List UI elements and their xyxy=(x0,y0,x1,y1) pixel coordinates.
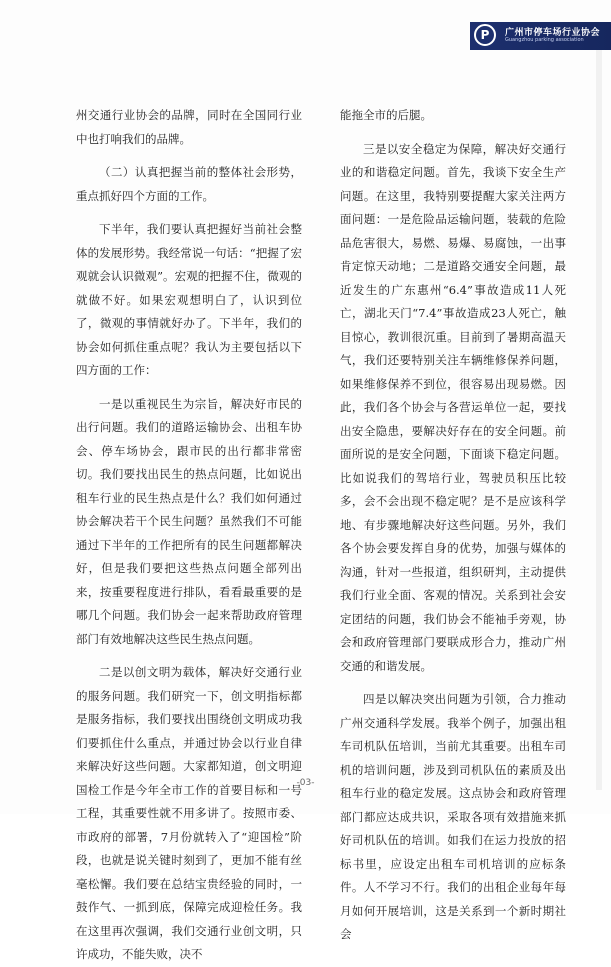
association-logo-icon xyxy=(472,22,498,48)
paragraph: 能拖全市的后腿。 xyxy=(340,108,432,122)
paragraph: 三是以安全稳定为保障，解决好交通行业的和谐稳定问题。首先，我谈下安全生产问题。在这里，我特别要提醒大家关注两方面问题：一是危险品运输问题，装载的危险品危害很大，易燃、易爆、易腐蚀，一出事肯定惊天动地；二是道路交通安全问题，最近发生的广东惠州“6.4”事故造成11人死亡，湖北天门“7.4”事故造成23人死亡，触目惊心，教训很沉重。目前到了暑期高温天气，我们还要特别关注车辆维修保养问题，如果维修保养不到位，很容易出现易燃。因此，我们各个协会与各营运单位一起，要找出安全隐患，要解决好存在的安全问题。前面所说的是安全问题，下面谈下稳定问题。比如说我们的驾培行业，驾驶员积压比较多，会不会出现不稳定呢？是不是应该科学地、有步骤地解决好这些问题。另外，我们各个协会要发挥自身的优势，加强与媒体的沟通，针对一些报道，组织研判，主动提供我们行业全面、客观的情况。关系到社会安定团结的问题，我们协会不能袖手旁观，协会和政府管理部门要联成形合力，推动广州交通的和谐发展。 xyxy=(340,141,566,673)
paragraph: 四是以解决突出问题为引领，合力推动广州交通科学发展。我举个例子，加强出租车司机队伍培训，当前尤其重要。出租车司机的培训问题，涉及到司机队伍的素质及出租车行业的稳定发展。这点协会和政府管理部门都应达成共识，采取各项有效措施来抓好司机队伍的培训。如我们在运力投放的招标书里，应设定出租车司机培训的应标条件。人不学习不行。我们的出租企业每年每月如何开展培训，这是关系到一个新时期社会 xyxy=(340,692,566,941)
association-title: 广州市停车场行业协会 xyxy=(505,28,601,38)
left-text-column xyxy=(76,104,302,967)
paragraph: 一是以重视民生为宗旨，解决好市民的出行问题。我们的道路运输协会、出租车协会、停车场协会，跟市民的出行都非常密切。我们要找出民生的热点问题，比如说出租车行业的民生热点是什么？我们如何通过协会解决若干个民生问题？虽然我们不可能通过下半年的工作把所有的民生问题都解决好，但是我们要把这些热点问题全部列出来，按重要程度进行排队，看看最重要的是哪几个问题。我们协会一起来帮助政府管理部门有效地解决这些民生热点问题。 xyxy=(76,396,302,646)
page-number: -03- xyxy=(296,778,315,788)
right-text-column xyxy=(340,104,566,947)
paragraph: 下半年，我们要认真把握好当前社会整体的发展形势。我经常说一句话：“把握了宏观就会认识微观”。宏观的把握不住，微观的就做不好。如果宏观想明白了，认识到位了，微观的事情就好办了。下半年，我们的协会如何抓住重点呢？我认为主要包括以下四方面的工作： xyxy=(76,222,302,377)
association-subtitle: Guangzhou parking association xyxy=(505,37,584,43)
page-edge-rule xyxy=(596,50,602,790)
paragraph: 二是以创文明为载体，解决好交通行业的服务问题。我们研究一下，创文明指标都是服务指标，我们要找出围绕创文明成功我们要抓住什么重点，并通过协会以行业自律来解决好这些问题。大家都知道，创文明迎国检工作是今年全市工作的首要目标和一号工程，其重要性就不用多讲了。按照市委、市政府的部署，7月份就转入了“迎国检”阶段，也就是说关键时刻到了，更加不能有丝毫松懈。我们要在总结宝贵经验的同时，一鼓作气、一抓到底，保障完成迎检任务。我在这里再次强调，我们交通行业创文明，只许成功，不能失败，决不 xyxy=(76,665,302,961)
logo-letter: P xyxy=(476,26,494,44)
paragraph: 州交通行业协会的品牌，同时在全国同行业中也打响我们的品牌。 xyxy=(76,108,302,146)
section-heading: （二）认真把握当前的整体社会形势，重点抓好四个方面的工作。 xyxy=(76,165,302,203)
